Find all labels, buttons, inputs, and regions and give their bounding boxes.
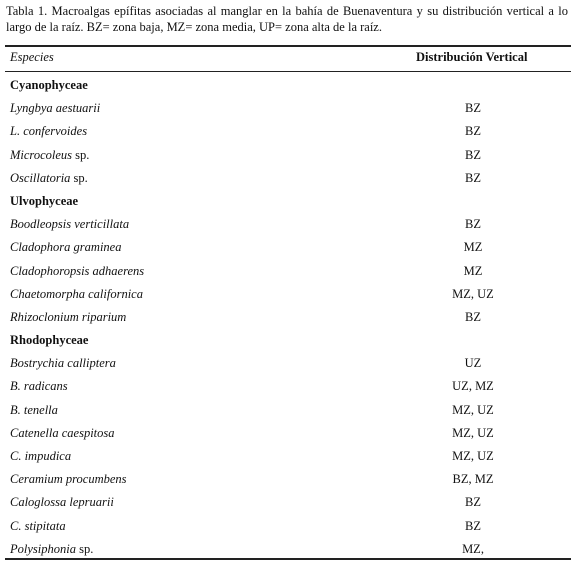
- species-binomial: Polysiphonia: [10, 541, 76, 556]
- table-row: [0, 306, 574, 329]
- species-binomial: Chaetomorpha californica: [10, 286, 143, 301]
- table-row: [0, 445, 574, 468]
- species-suffix: sp.: [75, 541, 94, 556]
- distribution-value: UZ, MZ: [452, 379, 494, 394]
- header-species: Especies: [10, 50, 54, 64]
- species-name: [10, 449, 71, 464]
- species-name: [10, 264, 144, 279]
- species-name: [10, 519, 66, 534]
- distribution-value: MZ, UZ: [452, 425, 494, 440]
- table-row: [0, 213, 574, 236]
- species-suffix: sp.: [70, 170, 88, 185]
- table-row: [0, 260, 574, 283]
- species-name: [10, 426, 115, 441]
- species-name: [10, 171, 88, 186]
- distribution-value: UZ: [464, 356, 482, 371]
- header-distribution: Distribución Vertical: [416, 50, 528, 64]
- species-name: [10, 124, 87, 139]
- species-binomial: Caloglossa lepruarii: [10, 495, 114, 510]
- group-name: Cyanophyceae: [10, 78, 88, 92]
- species-binomial: Rhizoclonium riparium: [10, 309, 127, 324]
- species-binomial: B. tenella: [10, 402, 58, 417]
- species-name: [10, 379, 68, 394]
- table-row: [0, 167, 574, 190]
- distribution-value: MZ, UZ: [452, 402, 494, 417]
- distribution-value: BZ: [465, 147, 481, 162]
- table-bottom-rule: [5, 558, 571, 560]
- species-name: [10, 356, 116, 371]
- table-row: [0, 120, 574, 143]
- distribution-value: MZ, UZ: [452, 449, 494, 463]
- table-row: [0, 144, 574, 167]
- group-row: [0, 329, 574, 352]
- species-name: [10, 310, 126, 325]
- species-suffix: sp.: [72, 147, 90, 162]
- group-row: [0, 190, 574, 213]
- species-binomial: Microcoleus: [10, 147, 73, 162]
- species-name: [10, 542, 93, 557]
- table-top-rule: [5, 45, 571, 47]
- table-row: [0, 283, 574, 306]
- group-name: Rhodophyceae: [10, 333, 89, 348]
- species-binomial: B. radicans: [10, 379, 68, 394]
- species-binomial: Oscillatoria: [10, 170, 71, 185]
- species-binomial: Catenella caespitosa: [10, 425, 115, 440]
- distribution-value: BZ: [465, 518, 481, 533]
- species-binomial: Boodleopsis verticillata: [10, 217, 130, 232]
- distribution-value: BZ: [465, 309, 481, 324]
- table-row: [0, 399, 574, 422]
- distribution-value: BZ: [465, 495, 481, 510]
- distribution-value: BZ: [465, 217, 481, 232]
- table-row: [0, 422, 574, 445]
- distribution-value: BZ, MZ: [452, 472, 494, 487]
- species-name: [10, 287, 143, 302]
- species-name: [10, 403, 58, 418]
- distribution-value: MZ, UZ: [452, 286, 494, 301]
- species-name: [10, 472, 127, 487]
- table-row: [0, 352, 574, 375]
- species-binomial: Bostrychia calliptera: [10, 356, 116, 371]
- table-row: [0, 515, 574, 538]
- species-name: [10, 240, 121, 255]
- table-row: [0, 468, 574, 491]
- table-row: [0, 491, 574, 514]
- species-binomial: C. impudica: [10, 449, 72, 463]
- species-binomial: Ceramium procumbens: [10, 472, 127, 487]
- table-row: [0, 236, 574, 259]
- species-name: [10, 101, 100, 116]
- distribution-value: BZ: [465, 170, 481, 185]
- table-row: [0, 375, 574, 398]
- species-binomial: Cladophora graminea: [10, 240, 122, 255]
- species-binomial: Lyngbya aestuarii: [10, 101, 101, 116]
- species-name: [10, 148, 89, 163]
- species-binomial: L. confervoides: [10, 124, 88, 139]
- species-name: [10, 495, 114, 510]
- table-header-rule: [5, 71, 571, 72]
- distribution-value: BZ: [465, 124, 481, 139]
- group-name: Ulvophyceae: [10, 193, 79, 208]
- distribution-value: MZ,: [462, 541, 484, 556]
- distribution-value: MZ: [463, 240, 483, 255]
- table-caption: Tabla 1. Macroalgas epífitas asociadas al manglar en la bahía de Buenaventura y su distribución vertical a lo largo de la raíz. BZ= zona baja, MZ= zona media, UP= zona alta de la raíz.: [6, 4, 568, 34]
- species-name: [10, 217, 129, 232]
- species-binomial: C. stipitata: [10, 518, 66, 533]
- species-binomial: Cladophoropsis adhaerens: [10, 263, 145, 278]
- table-body: [0, 74, 574, 561]
- distribution-value: BZ: [465, 101, 481, 116]
- group-row: [0, 74, 574, 97]
- distribution-value: MZ: [463, 263, 483, 278]
- table-row: [0, 97, 574, 120]
